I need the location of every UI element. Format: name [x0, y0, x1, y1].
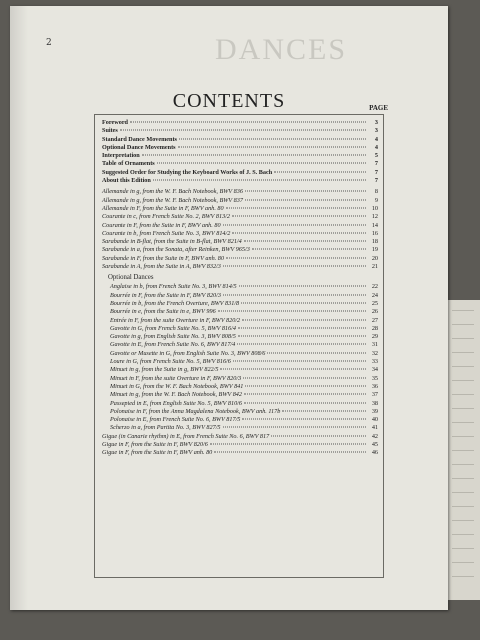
show-through-text: DANCES	[215, 33, 348, 66]
dot-leader	[223, 294, 366, 295]
toc-entry	[102, 188, 378, 196]
toc-entry-title: Table of Ornaments	[102, 160, 155, 168]
toc-entry	[102, 213, 378, 221]
toc-entry-title: Gavotte or Musette in G, from English Suite No. 3, BWV 808/6	[110, 349, 266, 357]
toc-entry-page: 12	[371, 213, 378, 221]
front-matter-list	[102, 119, 378, 185]
toc-entry-page: 35	[371, 374, 378, 382]
toc-entry-title: Bourrée in F, from the Suite in F, BWV 820/3	[110, 291, 221, 299]
toc-entry-page: 7	[374, 160, 378, 168]
toc-entry	[102, 205, 378, 213]
adjacent-page-edge	[448, 300, 480, 600]
toc-entry-page: 39	[371, 407, 378, 415]
toc-entry	[102, 238, 378, 246]
toc-entry	[102, 246, 378, 254]
dot-leader	[239, 286, 366, 287]
toc-entry-page: 28	[371, 324, 378, 332]
dot-leader	[244, 241, 366, 242]
toc-entry	[102, 341, 378, 349]
toc-entry-title: Foreword	[102, 119, 129, 126]
toc-entry-page: 22	[371, 283, 378, 291]
toc-entry	[102, 300, 378, 308]
toc-entry	[102, 119, 378, 127]
toc-entry-page: 33	[371, 358, 378, 366]
toc-entry-page: 46	[371, 449, 378, 457]
toc-entry-page: 8	[374, 188, 378, 196]
toc-entry-title: Gavotte in G, from French Suite No. 5, BWV 816/4	[110, 324, 236, 332]
toc-entry-title: Standard Dance Movements	[102, 135, 177, 143]
toc-entry	[102, 325, 378, 333]
dot-leader	[226, 207, 366, 208]
dot-leader	[142, 155, 366, 156]
toc-entry	[102, 263, 378, 271]
gigue-list	[102, 433, 378, 458]
dot-leader	[218, 311, 366, 312]
toc-entry-page: 32	[371, 349, 378, 357]
toc-entry-title: Minuet in g, from the Suite in g, BWV 822/5	[110, 366, 219, 374]
dot-leader	[282, 410, 366, 411]
toc-entry	[102, 230, 378, 238]
toc-entry-title: Courante in c, from French Suite No. 2, BWV 813/2	[102, 213, 230, 221]
toc-entry	[102, 255, 378, 263]
toc-entry-title: Passepied in E, from English Suite No. 5, BWV 810/6	[110, 399, 242, 407]
toc-entry-title: Allemande in F, from the Suite in F, BWV anh. 80	[102, 204, 224, 212]
toc-entry-title: Gavotte in E, from French Suite No. 6, BWV 817/4	[110, 341, 236, 349]
toc-entry-page: 36	[371, 382, 378, 390]
toc-entry-title: Anglaise in b, from French Suite No. 3, BWV 814/5	[110, 283, 237, 291]
toc-entry	[102, 197, 378, 205]
toc-entry-title: Gigue (in Canarie rhythm) in E, from French Suite No. 6, BWV 817	[102, 432, 270, 440]
toc-entry	[102, 416, 378, 424]
toc-entry-page: 37	[371, 391, 378, 399]
toc-entry-title: Minuet in F, from the suite Overture in F, BWV 820/3	[110, 374, 242, 382]
dot-leader	[233, 361, 366, 362]
toc-entry	[102, 424, 378, 432]
toc-entry-page: 25	[371, 299, 378, 307]
toc-entry	[102, 366, 378, 374]
dot-leader	[223, 427, 366, 428]
toc-entry-page: 4	[374, 135, 378, 143]
dot-leader	[243, 377, 366, 378]
toc-entry	[102, 144, 378, 152]
dot-leader	[241, 302, 366, 303]
toc-entry	[102, 152, 378, 160]
toc-entry-title: Bourrée in e, from the Suite in e, BWV 996	[110, 308, 216, 316]
toc-entry-page: 20	[371, 254, 378, 262]
toc-entry	[102, 317, 378, 325]
toc-entry	[102, 408, 378, 416]
toc-entry	[102, 177, 378, 185]
toc-entry-page: 42	[371, 432, 378, 440]
toc-entry-title: Sarabande in a, from the Sonata, after Reinken, BWV 965/3	[102, 246, 250, 254]
toc-entry	[102, 292, 378, 300]
toc-entry-title: Sarabande in F, from the Suite in F, BWV anh. 80	[102, 254, 224, 262]
toc-entry-page: 41	[371, 424, 378, 432]
dot-leader	[245, 385, 366, 386]
toc-entry-title: Courante in b, from French Suite No. 3, BWV 814/2	[102, 229, 231, 237]
toc-entry-title: Scherzo in a, from Partita No. 3, BWV 827/5	[110, 424, 221, 432]
dot-leader	[226, 257, 366, 258]
toc-entry-title: Gavotte in g, from English Suite No. 3, BWV 808/5	[110, 333, 236, 341]
toc-entry-page: 7	[374, 177, 378, 185]
dot-leader	[267, 352, 366, 353]
dot-leader	[178, 146, 366, 147]
dot-leader	[238, 327, 366, 328]
toc-entry-page: 9	[374, 196, 378, 204]
toc-entry	[102, 127, 378, 135]
dot-leader	[274, 171, 366, 172]
toc-entry	[102, 375, 378, 383]
dot-leader	[223, 224, 366, 225]
toc-entry-title: Entrée in F, from the suite Overture in F, BWV 820/2	[110, 316, 241, 324]
toc-entry-page: 45	[371, 440, 378, 448]
dot-leader	[130, 122, 366, 123]
dot-leader	[244, 402, 366, 403]
toc-entry-page: 3	[374, 127, 378, 135]
toc-entry-page: 5	[374, 152, 378, 160]
dot-leader	[210, 443, 366, 444]
toc-entry-page: 29	[371, 333, 378, 341]
toc-entry	[102, 160, 378, 168]
toc-entry-page: 24	[371, 291, 378, 299]
toc-entry	[102, 350, 378, 358]
dot-leader	[179, 138, 366, 139]
toc-entry-title: Sarabande in A, from the Suite in A, BWV 832/3	[102, 263, 221, 271]
toc-entry-page: 16	[371, 229, 378, 237]
toc-entry	[102, 391, 378, 399]
dot-leader	[120, 130, 366, 131]
toc-entry-page: 38	[371, 399, 378, 407]
table-of-contents	[102, 119, 378, 458]
toc-entry-page: 7	[374, 168, 378, 176]
toc-entry-title: Loure in G, from French Suite No. 5, BWV 816/6	[110, 358, 231, 366]
dot-leader	[245, 199, 366, 200]
toc-entry	[102, 333, 378, 341]
toc-entry-title: Polonaise in F, from the Anna Magdalena Notebook, BWV anh. 117b	[110, 407, 281, 415]
toc-entry-page: 34	[371, 366, 378, 374]
toc-entry	[102, 449, 378, 457]
dot-leader	[238, 336, 366, 337]
toc-entry-title: Interpretation	[102, 152, 140, 160]
toc-entry-page: 10	[371, 204, 378, 212]
toc-entry	[102, 400, 378, 408]
toc-entry-title: Suites	[102, 127, 118, 135]
dot-leader	[242, 419, 366, 420]
toc-entry-page: 27	[371, 316, 378, 324]
dot-leader	[214, 452, 366, 453]
dot-leader	[245, 191, 366, 192]
toc-entry-title: Sarabande in B-flat, from the Suite in B-flat, BWV 821/4	[102, 238, 242, 246]
dot-leader	[237, 344, 366, 345]
toc-entry	[102, 383, 378, 391]
toc-entry-title: Bourrée in b, from the French Overture, BWV 831/8	[110, 299, 240, 307]
toc-entry	[102, 308, 378, 316]
toc-entry-title: Minuet in g, from the W. F. Bach Notebook, BWV 842	[110, 391, 242, 399]
toc-entry-title: Minuet in G, from the W. F. Bach Notebook, BWV 841	[110, 382, 244, 390]
toc-entry-page: 31	[371, 341, 378, 349]
dot-leader	[220, 369, 366, 370]
toc-entry-page: 18	[371, 238, 378, 246]
toc-entry-title: Optional Dance Movements	[102, 143, 176, 151]
toc-entry-page: 19	[371, 246, 378, 254]
dot-leader	[232, 232, 366, 233]
toc-entry-page: 3	[374, 119, 378, 126]
toc-entry-page: 4	[374, 143, 378, 151]
dot-leader	[153, 180, 366, 181]
page-column-header: PAGE	[369, 104, 388, 112]
toc-entry	[102, 169, 378, 177]
dot-leader	[271, 435, 366, 436]
toc-entry-page: 40	[371, 416, 378, 424]
toc-entry	[102, 222, 378, 230]
toc-entry	[102, 358, 378, 366]
toc-entry-title: Allemande in g, from the W. F. Bach Notebook, BWV 836	[102, 188, 243, 196]
toc-entry-title: Polonaise in E, from French Suite No. 6, BWV 817/5	[110, 416, 241, 424]
optional-dances-heading: Optional Dances	[108, 274, 154, 282]
dot-leader	[244, 394, 366, 395]
toc-entry-page: 21	[371, 263, 378, 271]
toc-entry-title: Suggested Order for Studying the Keyboard Works of J. S. Bach	[102, 168, 273, 176]
dot-leader	[242, 319, 366, 320]
toc-entry	[102, 441, 378, 449]
toc-entry	[102, 136, 378, 144]
dot-leader	[223, 266, 366, 267]
page-number: 2	[46, 38, 52, 48]
toc-entry-page: 26	[371, 308, 378, 316]
toc-entry-title: Allemande in g, from the W. F. Bach Notebook, BWV 837	[102, 196, 243, 204]
dot-leader	[232, 216, 366, 217]
dot-leader	[252, 249, 366, 250]
toc-entry-title: Gigue in F, from the Suite in F, BWV 820/6	[102, 440, 208, 448]
toc-entry-page: 14	[371, 221, 378, 229]
toc-entry	[102, 433, 378, 441]
toc-entry-title: Courante in F, from the Suite in F, BWV anh. 80	[102, 221, 221, 229]
standard-dances-list	[102, 188, 378, 271]
page-title: CONTENTS	[172, 90, 286, 112]
dot-leader	[157, 163, 366, 164]
toc-entry-title: About this Edition	[102, 177, 151, 185]
toc-entry	[102, 283, 378, 291]
optional-dances-list	[102, 283, 378, 432]
toc-entry-title: Gigue in F, from the Suite in F, BWV anh. 80	[102, 449, 213, 457]
